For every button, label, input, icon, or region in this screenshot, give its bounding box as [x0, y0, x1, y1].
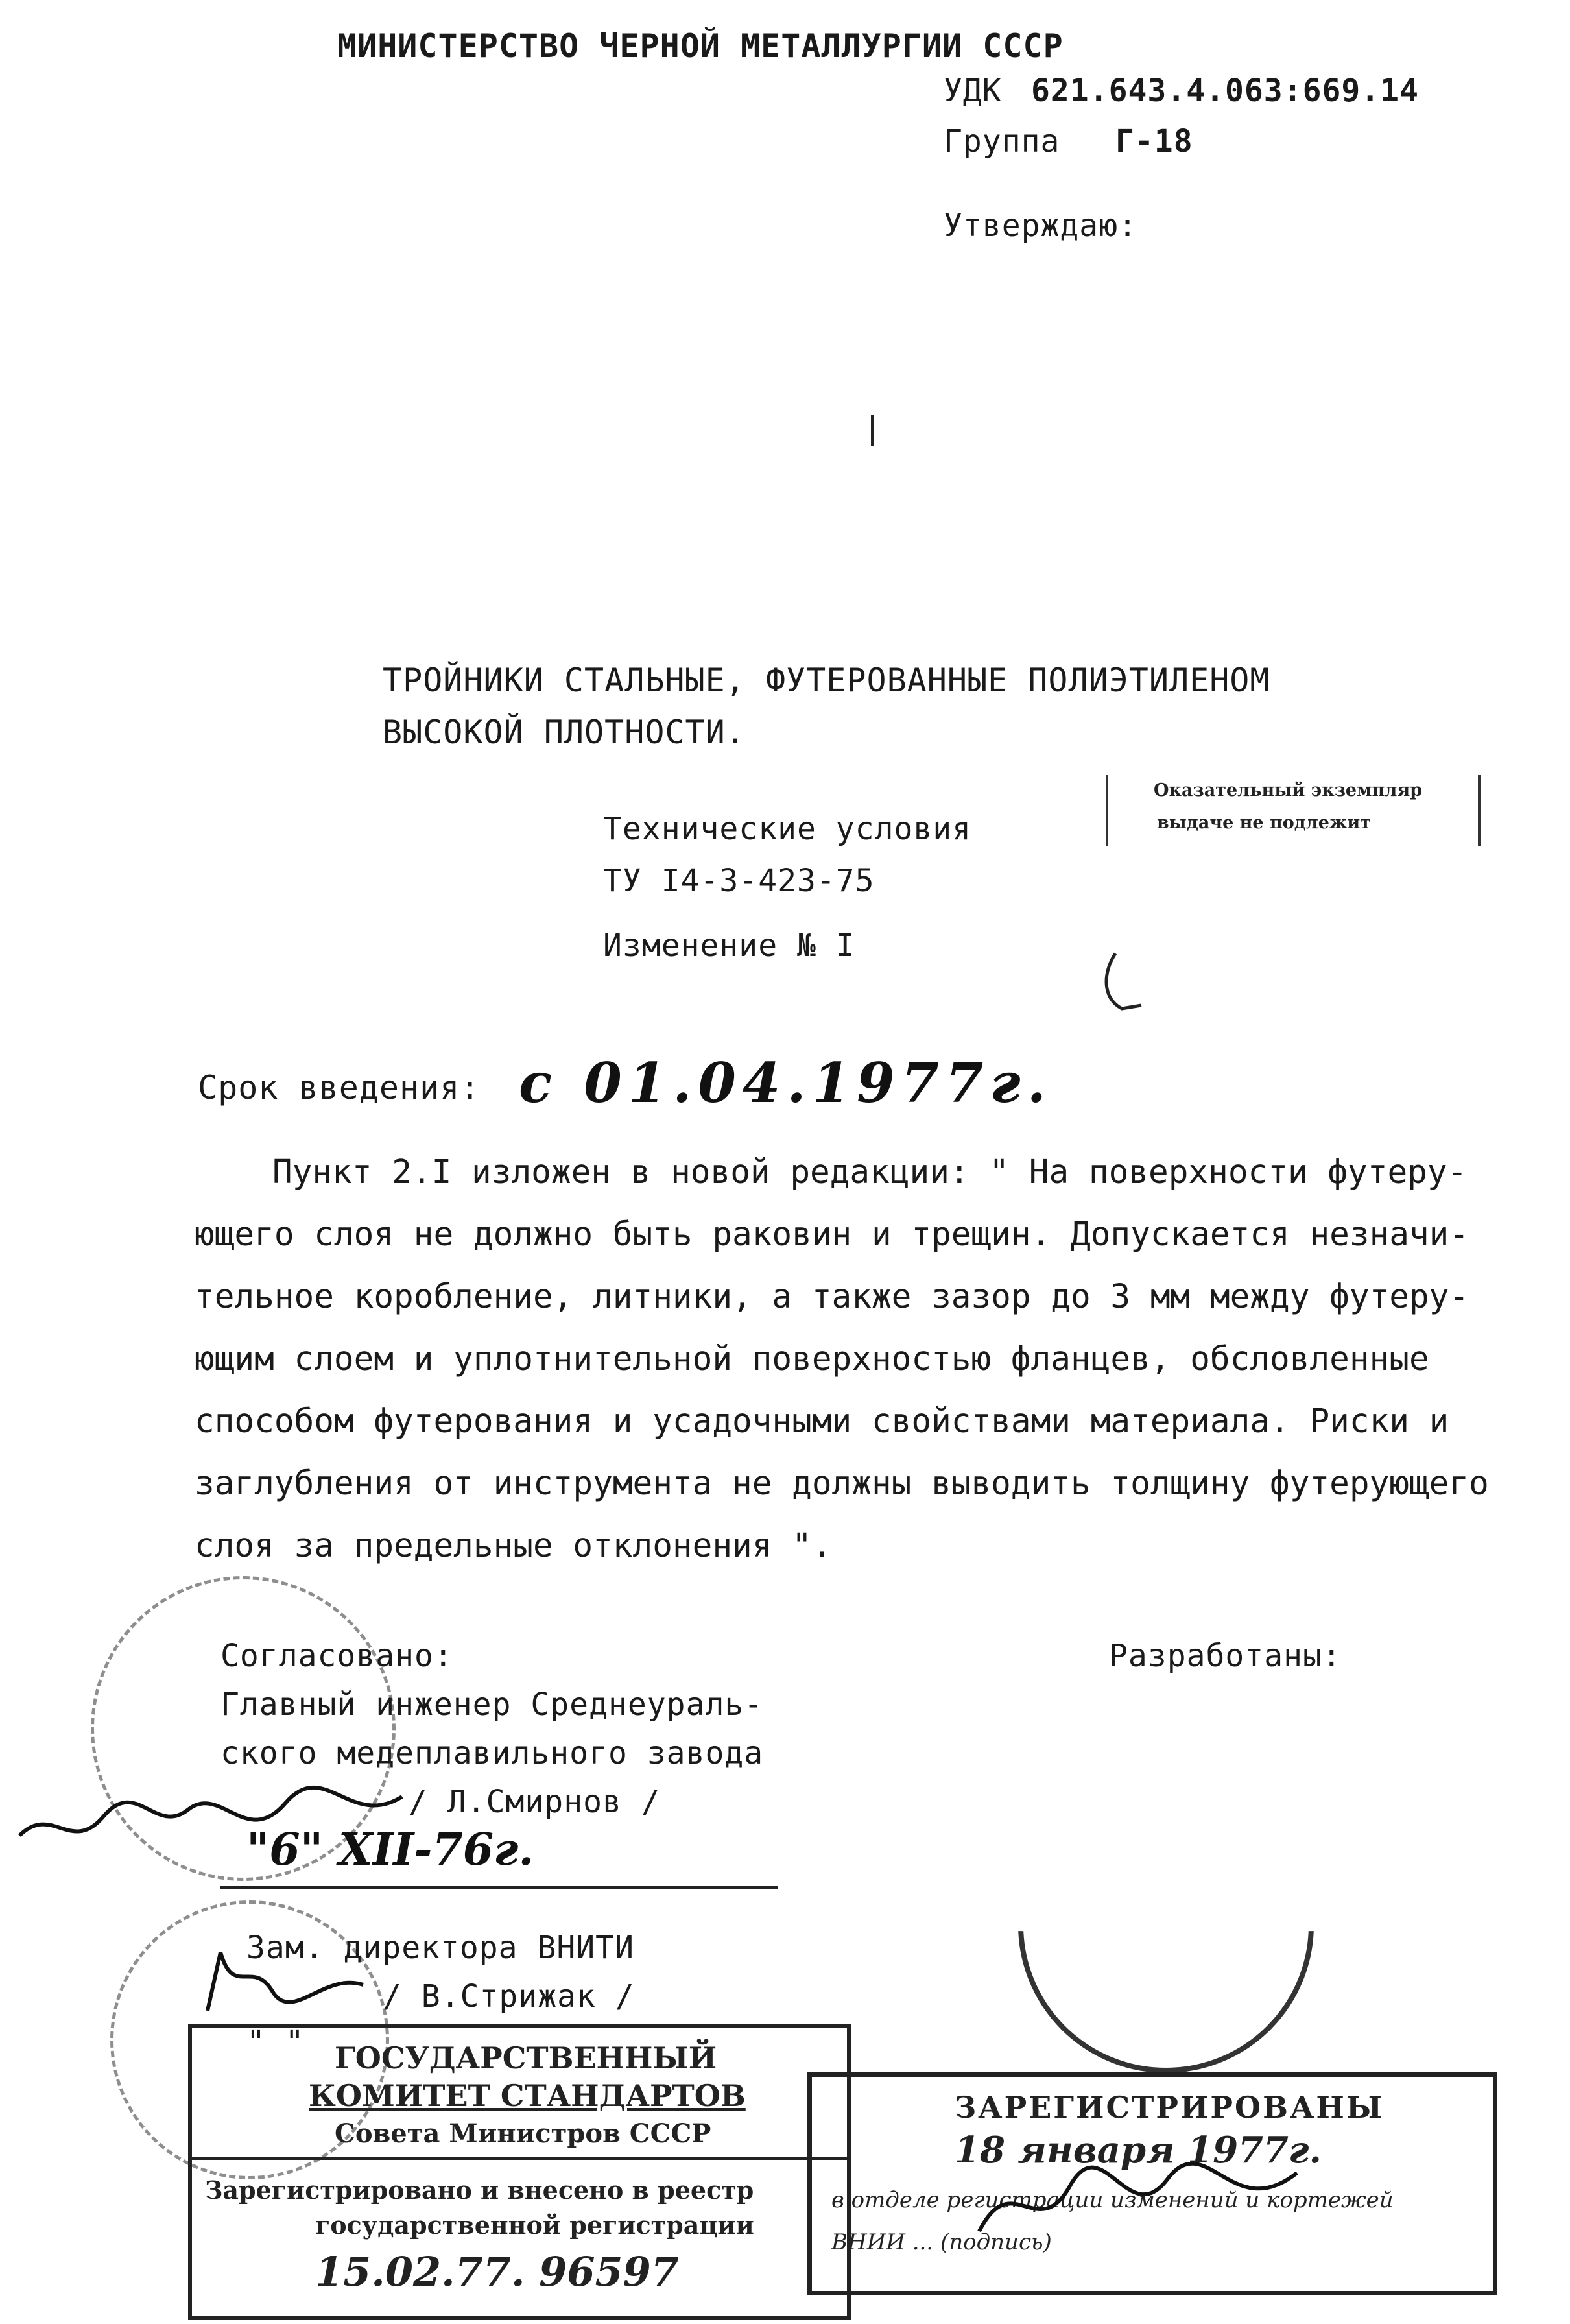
engineer-line1: Главный инженер Среднеураль-	[220, 1686, 764, 1723]
reg-stamp-title: ЗАРЕГИСТРИРОВАНЫ	[955, 2090, 1385, 2125]
gos-stamp-line1: ГОСУДАРСТВЕННЫЙ	[335, 2041, 717, 2076]
gos-committee-stamp	[188, 2024, 851, 2320]
deputy-title: Зам. директора ВНИТИ	[246, 1930, 634, 1966]
udk-label: УДК	[944, 73, 1002, 109]
copy-stamp-line1: Оказательный экземпляр	[1154, 780, 1423, 800]
paragraph-line: заглубления от инструмента не должны выводить толщину футерующего	[195, 1465, 1489, 1503]
paragraph-line: ющего слоя не должно быть раковин и трещин. Допускается незначи-	[195, 1216, 1469, 1254]
gos-stamp-reg-number: 15.02.77. 96597	[315, 2248, 679, 2295]
developed-label: Разработаны:	[1109, 1638, 1342, 1674]
mark-tick	[871, 415, 874, 446]
change-paragraph	[195, 1142, 1530, 1577]
engineer-line2: ского медеплавильного завода	[220, 1735, 764, 1771]
engineer-date-handwritten: "6" XII-76г.	[246, 1824, 534, 1876]
spec-change: Изменение № I	[603, 928, 855, 964]
gos-stamp-divider	[192, 2157, 847, 2160]
gos-stamp-line3: Совета Министров СССР	[335, 2118, 711, 2149]
effective-label: Срок введения:	[198, 1069, 481, 1107]
paragraph-line: тельное коробление, литники, а также зазор до 3 мм между футеру-	[195, 1278, 1469, 1316]
engineer-name: / Л.Смирнов /	[409, 1784, 661, 1820]
group-label: Группа	[944, 123, 1060, 160]
group-value: Г-18	[1115, 123, 1193, 160]
ministry-header: МИНИСТЕРСТВО ЧЕРНОЙ МЕТАЛЛУРГИИ СССР	[337, 27, 1064, 65]
copy-stamp-line2: выдаче не подлежит	[1157, 813, 1371, 833]
paragraph-line: слоя за предельные отклонения ".	[195, 1527, 832, 1565]
gos-stamp-line4: Зарегистрировано и внесено в реестр	[205, 2175, 754, 2205]
reg-stamp-date: 18 января 1977г.	[955, 2129, 1322, 2172]
deputy-signature	[195, 1946, 376, 2024]
copy-stamp	[1106, 775, 1481, 846]
signature-rule	[220, 1886, 778, 1889]
deputy-name: / В.Стрижак /	[383, 1978, 635, 2015]
pen-mark	[1102, 947, 1154, 1018]
registrar-signature	[973, 2153, 1310, 2251]
paragraph-line: Пункт 2.I изложен в новой редакции: " На поверхности футеру-	[272, 1153, 1468, 1192]
approve-label: Утверждаю:	[944, 208, 1137, 244]
paragraph-line: способом футерования и усадочными свойствами материала. Риски и	[195, 1402, 1449, 1441]
gos-stamp-line5: государственной регистрации	[315, 2210, 754, 2240]
udk-value: 621.643.4.063:669.14	[1031, 73, 1419, 109]
spec-line1: Технические условия	[603, 811, 972, 847]
agreed-label: Согласовано:	[220, 1638, 453, 1674]
effective-date-handwritten: с 01.04.1977г.	[519, 1051, 1053, 1115]
spec-line2: ТУ I4-3-423-75	[603, 863, 875, 899]
paragraph-line: ющим слоем и уплотнительной поверхностью фланцев, обсловленные	[195, 1340, 1429, 1378]
doc-title-line2: ВЫСОКОЙ ПЛОТНОСТИ.	[383, 713, 746, 751]
gos-stamp-line2: КОМИТЕТ СТАНДАРТОВ	[309, 2078, 746, 2113]
reg-stamp-line2: в отделе регистрации изменений и кортежей	[831, 2187, 1394, 2213]
round-seal-right	[1018, 1777, 1314, 2073]
doc-title-line1: ТРОЙНИКИ СТАЛЬНЫЕ, ФУТЕРОВАННЫЕ ПОЛИЭТИЛЕНОМ	[383, 662, 1270, 699]
reg-stamp-line3: ВНИИ ... (подпись)	[831, 2229, 1052, 2255]
deputy-date: " "	[246, 2024, 305, 2060]
